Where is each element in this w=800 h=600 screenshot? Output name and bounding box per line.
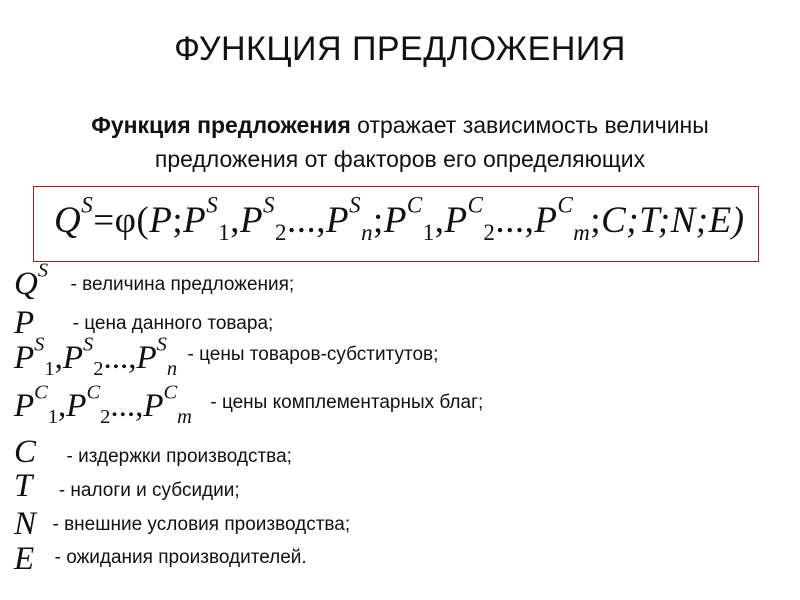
supply-function-formula-box (33, 186, 759, 262)
legend-row-costs (14, 434, 292, 471)
legend-desc: - ожидания производителей. (54, 547, 307, 568)
legend-row-supply-quantity (14, 259, 295, 303)
symbol-t: T (14, 468, 33, 504)
intro-text (0, 108, 800, 176)
legend-desc: - цены товаров-субститутов; (187, 344, 439, 365)
symbol-e: E (14, 541, 35, 577)
legend-row-complements (14, 381, 484, 429)
legend-row-expectations (14, 541, 307, 578)
symbol-p: P (14, 305, 35, 341)
legend-desc: - налоги и субсидии; (58, 480, 240, 501)
legend-desc: - издержки производства; (66, 446, 292, 467)
intro-line-1 (0, 108, 800, 142)
symbol-n: N (14, 506, 37, 542)
intro-bold-term: Функция предложения (91, 112, 351, 138)
symbol-q-supply: $Q^S$ (14, 259, 49, 302)
legend-desc: - величина предложения; (70, 273, 295, 295)
symbol-c: C (14, 434, 37, 470)
legend-row-taxes (14, 468, 240, 505)
symbol-complement-prices: $P^C_1,P^C_2...,P^C_m$ (14, 381, 192, 429)
slide-title: ФУНКЦИЯ ПРЕДЛОЖЕНИЯ (174, 30, 626, 68)
legend-row-substitutes (14, 333, 439, 381)
legend-desc: - цена данного товара; (72, 312, 274, 334)
legend-desc: - цены комплементарных благ; (210, 392, 484, 413)
intro-line-1-rest: отражает зависимость величины (350, 112, 709, 138)
legend-row-conditions (14, 506, 350, 543)
intro-line-2: предложения от факторов его определяющих (154, 146, 646, 172)
legend-desc: - внешние условия производства; (52, 514, 351, 535)
symbol-substitute-prices: $P^S_1,P^S_2...,P^S_n$ (14, 333, 178, 381)
legend-row-price (14, 305, 273, 342)
supply-function-formula: $Q^S=\varphi(P;P^S_1,P^S_2...,P^S_n;P^C_1,P^C_2...,P^C_m;C;T;N;E)$ (54, 192, 745, 246)
